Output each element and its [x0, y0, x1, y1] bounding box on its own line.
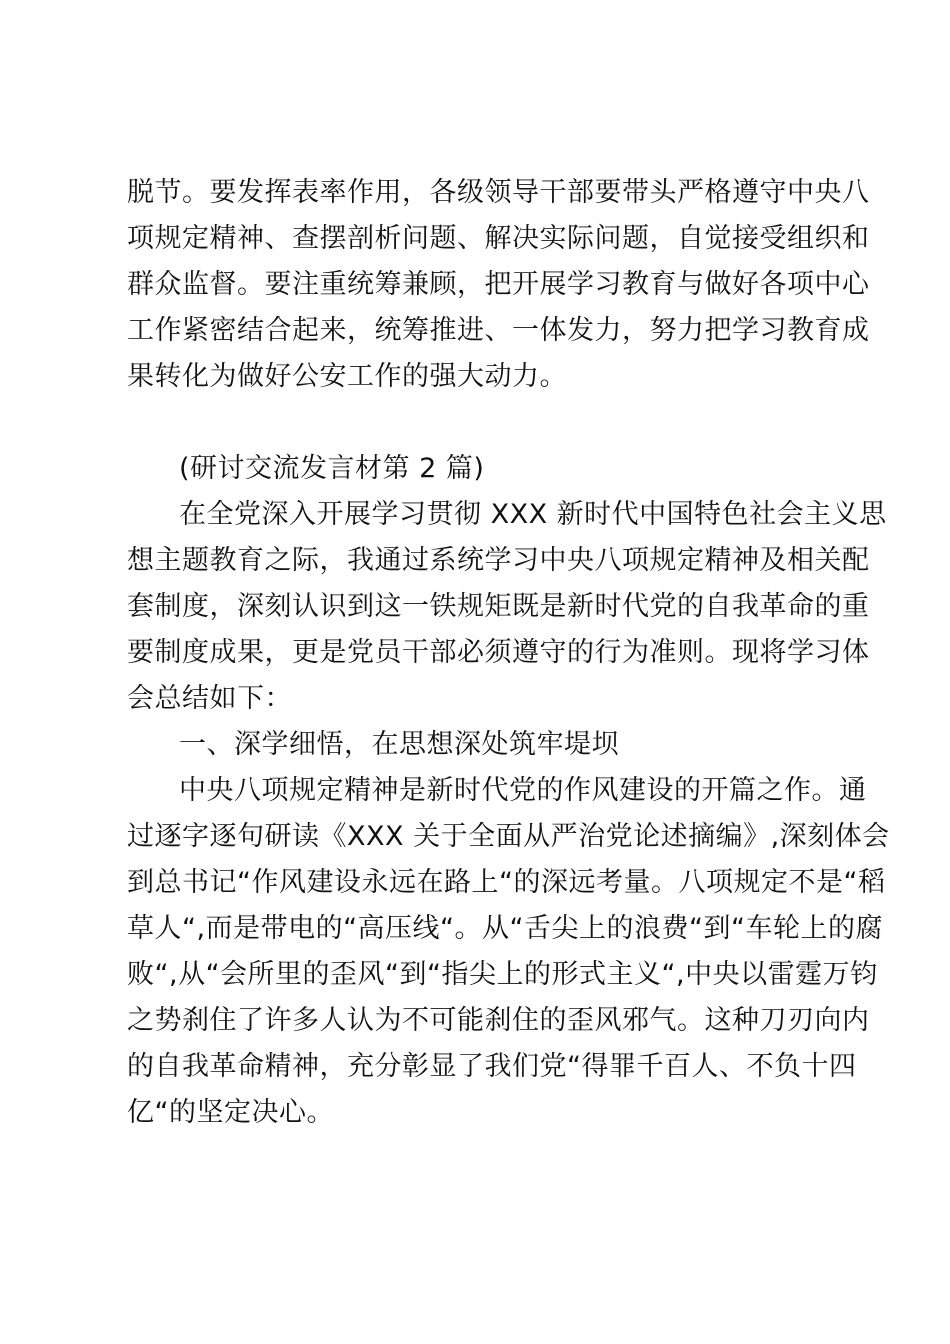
paragraph-line: 果转化为做好公安工作的强大动力。: [127, 361, 567, 392]
paragraph-line: 套制度，深刻认识到这一铁规矩既是新时代党的自我革命的重: [127, 591, 870, 622]
paragraph-line: 会总结如下：: [127, 683, 292, 714]
paragraph-line: 草人“,而是带电的“高压线“。从“舌尖上的浪费“到“车轮上的腐: [127, 913, 884, 944]
paragraph-line: 想主题教育之际，我通过系统学习中央八项规定精神及相关配: [127, 545, 870, 576]
paragraph-line: 工作紧密结合起来，统筹推进、一体发力，努力把学习教育成: [127, 315, 870, 346]
paragraph-line: 项规定精神、查摆剖析问题、解决实际问题，自觉接受组织和: [127, 223, 870, 254]
paragraph-line: 之势刹住了许多人认为不可能刹住的歪风邪气。这种刀刃向内: [127, 1005, 870, 1036]
section-block: [127, 446, 890, 1136]
paragraph-line: 到总书记“作风建设永远在路上“的深远考量。八项规定不是“稻: [127, 867, 886, 898]
paragraph-line: 败“,从“会所里的歪风“到“指尖上的形式主义“,中央以雷霆万钧: [127, 959, 878, 990]
section-marker: (研讨交流发言材第 2 篇): [179, 453, 485, 484]
paragraph-line: 要制度成果，更是党员干部必须遵守的行为准则。现将学习体: [127, 637, 870, 668]
section-heading: 一、深学细悟，在思想深处筑牢堤坝: [179, 729, 619, 760]
paragraph-line: 过逐字逐句研读《XXX 关于全面从严治党论述摘编》,深刻体会: [127, 821, 890, 852]
paragraph-line: 亿“的坚定决心。: [127, 1097, 334, 1128]
paragraph-continuation: [127, 170, 870, 400]
paragraph-line: 脱节。要发挥表率作用，各级领导干部要带头严格遵守中央八: [127, 177, 870, 208]
paragraph-line: 群众监督。要注重统筹兼顾，把开展学习教育与做好各项中心: [127, 269, 870, 300]
paragraph-line: 的自我革命精神，充分彰显了我们党“得罪千百人、不负十四: [127, 1051, 857, 1082]
paragraph-line: 在全党深入开展学习贯彻 XXX 新时代中国特色社会主义思: [179, 499, 887, 530]
paragraph-line: 中央八项规定精神是新时代党的作风建设的开篇之作。通: [179, 775, 867, 806]
